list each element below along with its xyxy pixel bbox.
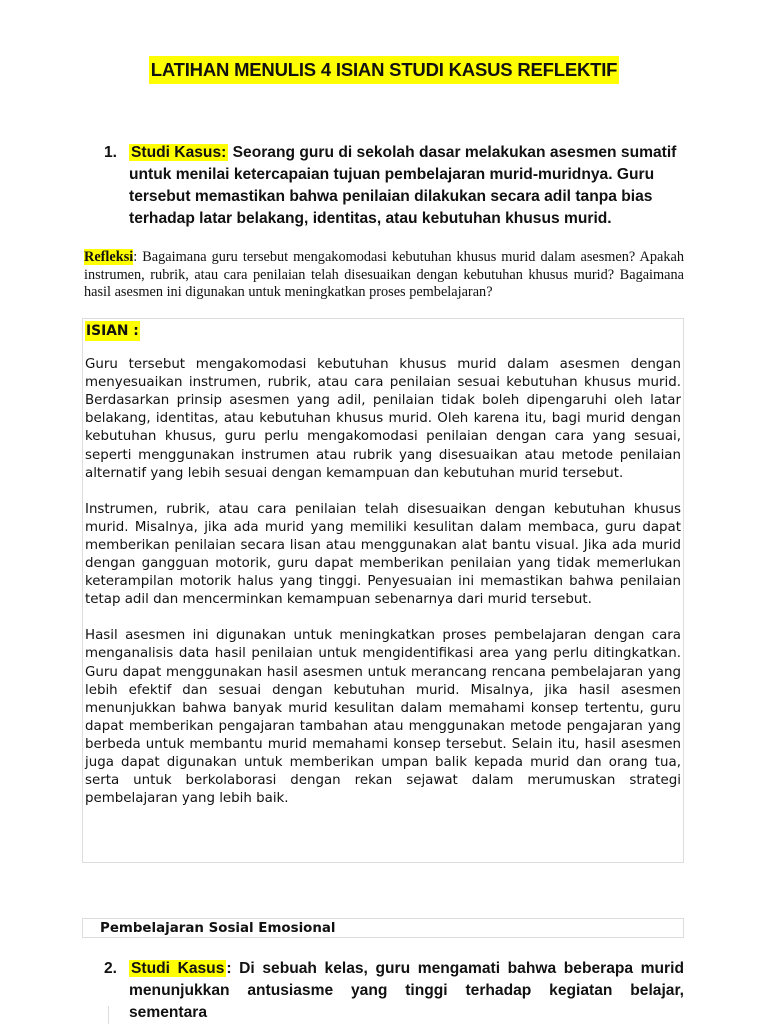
section-heading-box: [82, 918, 684, 938]
case-study-2-label: Studi Kasus: [131, 960, 225, 977]
answer-box: [82, 318, 684, 863]
answer-paragraph-2: Instrumen, rubrik, atau cara penilaian telah disesuaikan dengan kebutuhan khusus murid. Misalnya, jika ada murid yang memiliki kesulitan dalam membaca, guru dapat memberikan penilaian secara lisan atau menggunakan alat bantu visual. Jika ada murid dengan gangguan motorik, guru dapat memberikan penilaian yang tidak memerlukan keterampilan motorik halus yang tinggi. Penyesuaian ini memastikan bahwa penilaian tetap adil dan mencerminkan kemampuan sebenarnya dari murid tersebut.: [85, 501, 681, 608]
answer-paragraph-1: Guru tersebut mengakomodasi kebutuhan khusus murid dalam asesmen dengan menyesuaikan instrumen, rubrik, atau cara penilaian sesuai kebutuhan khusus murid. Berdasarkan prinsip asesmen yang adil, penilaian tidak boleh dipengaruhi oleh latar belakang, identitas, atau kebutuhan khusus murid. Oleh karena itu, bagi murid dengan kebutuhan khusus, guru perlu mengakomodasi penilaian dengan cara yang sesuai, seperti menggunakan instrumen atau rubrik yang disesuaikan atau metode penilaian alternatif yang lebih sesuai dengan kemampuan dan kebutuhan murid tersebut.: [85, 357, 681, 481]
case-study-2-text: : Di sebuah kelas, guru mengamati bahwa beberapa murid menunjukkan antusiasme yang tinggi terhadap kegiatan belajar, sementara: [129, 960, 684, 1021]
reflection-question: [84, 249, 684, 302]
reflection-label: Refleksi: [84, 249, 134, 265]
table-border-line: [108, 1006, 109, 1024]
document-title: [0, 56, 768, 84]
case-study-1-label: Studi Kasus:: [131, 144, 227, 161]
document-title-text: LATIHAN MENULIS 4 ISIAN STUDI KASUS REFLEKTIF: [149, 56, 620, 84]
case-study-1-text: Seorang guru di sekolah dasar melakukan asesmen sumatif untuk menilai ketercapaian tujuan pembelajaran murid-muridnya. Guru tersebut memastikan bahwa penilaian dilakukan secara adil tanpa bias terhadap latar belakang, identitas, atau kebutuhan khusus murid.: [129, 144, 677, 227]
answer-paragraph-3: Hasil asesmen ini digunakan untuk meningkatkan proses pembelajaran dengan cara menganalisis data hasil penilaian untuk mengidentifikasi area yang perlu ditingkatkan. Guru dapat menggunakan hasil asesmen untuk merancang rencana pembelajaran yang lebih efektif dan sesuai dengan kebutuhan murid. Misalnya, jika hasil asesmen menunjukkan bahwa banyak murid kesulitan dalam memahami konsep tertentu, guru dapat memberikan pengajaran tambahan atau menggunakan metode pengajaran yang berbeda untuk membantu murid memahami konsep tersebut. Selain itu, hasil asesmen juga dapat digunakan untuk memberikan umpan balik kepada murid dan orang tua, serta untuk berkolaborasi dengan rekan sejawat dalam merumuskan strategi pembelajaran yang lebih baik.: [85, 628, 681, 807]
case-study-2-number: 2.: [104, 960, 118, 977]
case-study-2: [104, 958, 684, 1024]
section-heading: Pembelajaran Sosial Emosional: [100, 921, 336, 936]
case-study-1: [104, 142, 684, 230]
answer-label: ISIAN :: [86, 323, 139, 339]
reflection-text: : Bagaimana guru tersebut mengakomodasi kebutuhan khusus murid dalam asesmen? Apakah instrumen, rubrik, atau cara penilaian telah disesuaikan dengan kebutuhan khusus murid? Bagaimana hasil asesmen ini digunakan untuk meningkatkan proses pembelajaran?: [84, 249, 684, 300]
case-study-1-number: 1.: [104, 144, 118, 161]
case-study-1-body: [129, 142, 684, 230]
case-study-2-body: [129, 958, 684, 1024]
